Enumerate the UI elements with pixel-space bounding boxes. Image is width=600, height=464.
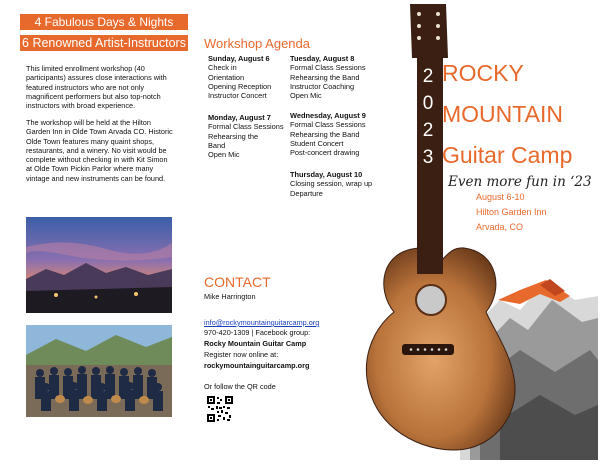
year-digit: 2 [422, 66, 434, 87]
day-item: Instructor Concert [208, 91, 267, 101]
website-text[interactable]: rockymountainguitarcamp.org [204, 361, 310, 370]
day-item: Check in [208, 63, 237, 73]
contact-phone: 970-420-1309 | Facebook group: [204, 328, 311, 337]
day-heading: Thursday, August 10 [290, 170, 363, 179]
qr-text: Or follow the QR code [204, 382, 276, 391]
event-dates: August 6-10 [476, 192, 525, 202]
intro-paragraph: This limited enrollment workshop (40 participants) assures close interactions with featured instructors who are not only magnificent performers but also top-notch instructors with broad experience. [26, 64, 167, 111]
contact-email-link[interactable]: info@rockymountainguitarcamp.org [204, 318, 320, 327]
day-item: Open Mic [290, 91, 322, 101]
year-digit: 2 [422, 120, 434, 141]
day-item: Band [208, 140, 226, 150]
day-item: Rehearsing the [208, 131, 259, 141]
contact-name: Mike Harrington [204, 292, 256, 301]
register-text: Register now online at: [204, 350, 279, 359]
day-item: Student Concert [290, 138, 344, 148]
year-digit: 0 [422, 93, 434, 114]
day-item: Rehearsing the Band [290, 72, 360, 82]
day-heading: Tuesday, August 8 [290, 54, 355, 63]
day-item: Opening Reception [208, 81, 272, 91]
day-item: Post-concert drawing [290, 148, 360, 158]
day-heading: Wednesday, August 9 [290, 111, 366, 120]
day-item: Departure [290, 188, 323, 198]
event-location: Arvada, CO [476, 222, 524, 232]
venue-paragraph: The workshop will be held at the Hilton Garden Inn in Olde Town Arvada CO. Historic Olde Town features many quaint shops, restaurants, and a winery. No visit would be complete without checking in with Kit Simon at Olde Town Pickin Parlor where many vintage and new instruments can be found. [26, 118, 173, 183]
agenda-title: Workshop Agenda [204, 36, 310, 51]
contact-title: CONTACT [204, 274, 271, 290]
day-item: Formal Class Sessions [290, 120, 366, 130]
day-item: Formal Class Sessions [208, 122, 284, 132]
day-heading: Sunday, August 6 [208, 54, 270, 63]
day-item: Instructor Coaching [290, 81, 355, 91]
day-item: Closing session, wrap up [290, 179, 373, 189]
day-item: Open Mic [208, 150, 240, 160]
year-digit: 3 [422, 147, 434, 168]
day-heading: Monday, August 7 [208, 113, 271, 122]
banner-instructors: 6 Renowned Artist-Instructors [20, 35, 188, 51]
title-mountain: MOUNTAIN [442, 101, 563, 127]
day-item: Orientation [208, 72, 245, 82]
title-rocky: ROCKY [442, 60, 524, 86]
day-item: Rehearsing the Band [290, 129, 360, 139]
title-guitar-camp: Guitar Camp [442, 142, 573, 168]
event-venue: Hilton Garden Inn [476, 207, 547, 217]
day-item: Formal Class Sessions [290, 63, 366, 73]
banner-fabulous-days: 4 Fabulous Days & Nights [20, 14, 188, 30]
tagline: Even more fun in ‘23 [448, 174, 592, 190]
facebook-group-name: Rocky Mountain Guitar Camp [204, 339, 307, 348]
